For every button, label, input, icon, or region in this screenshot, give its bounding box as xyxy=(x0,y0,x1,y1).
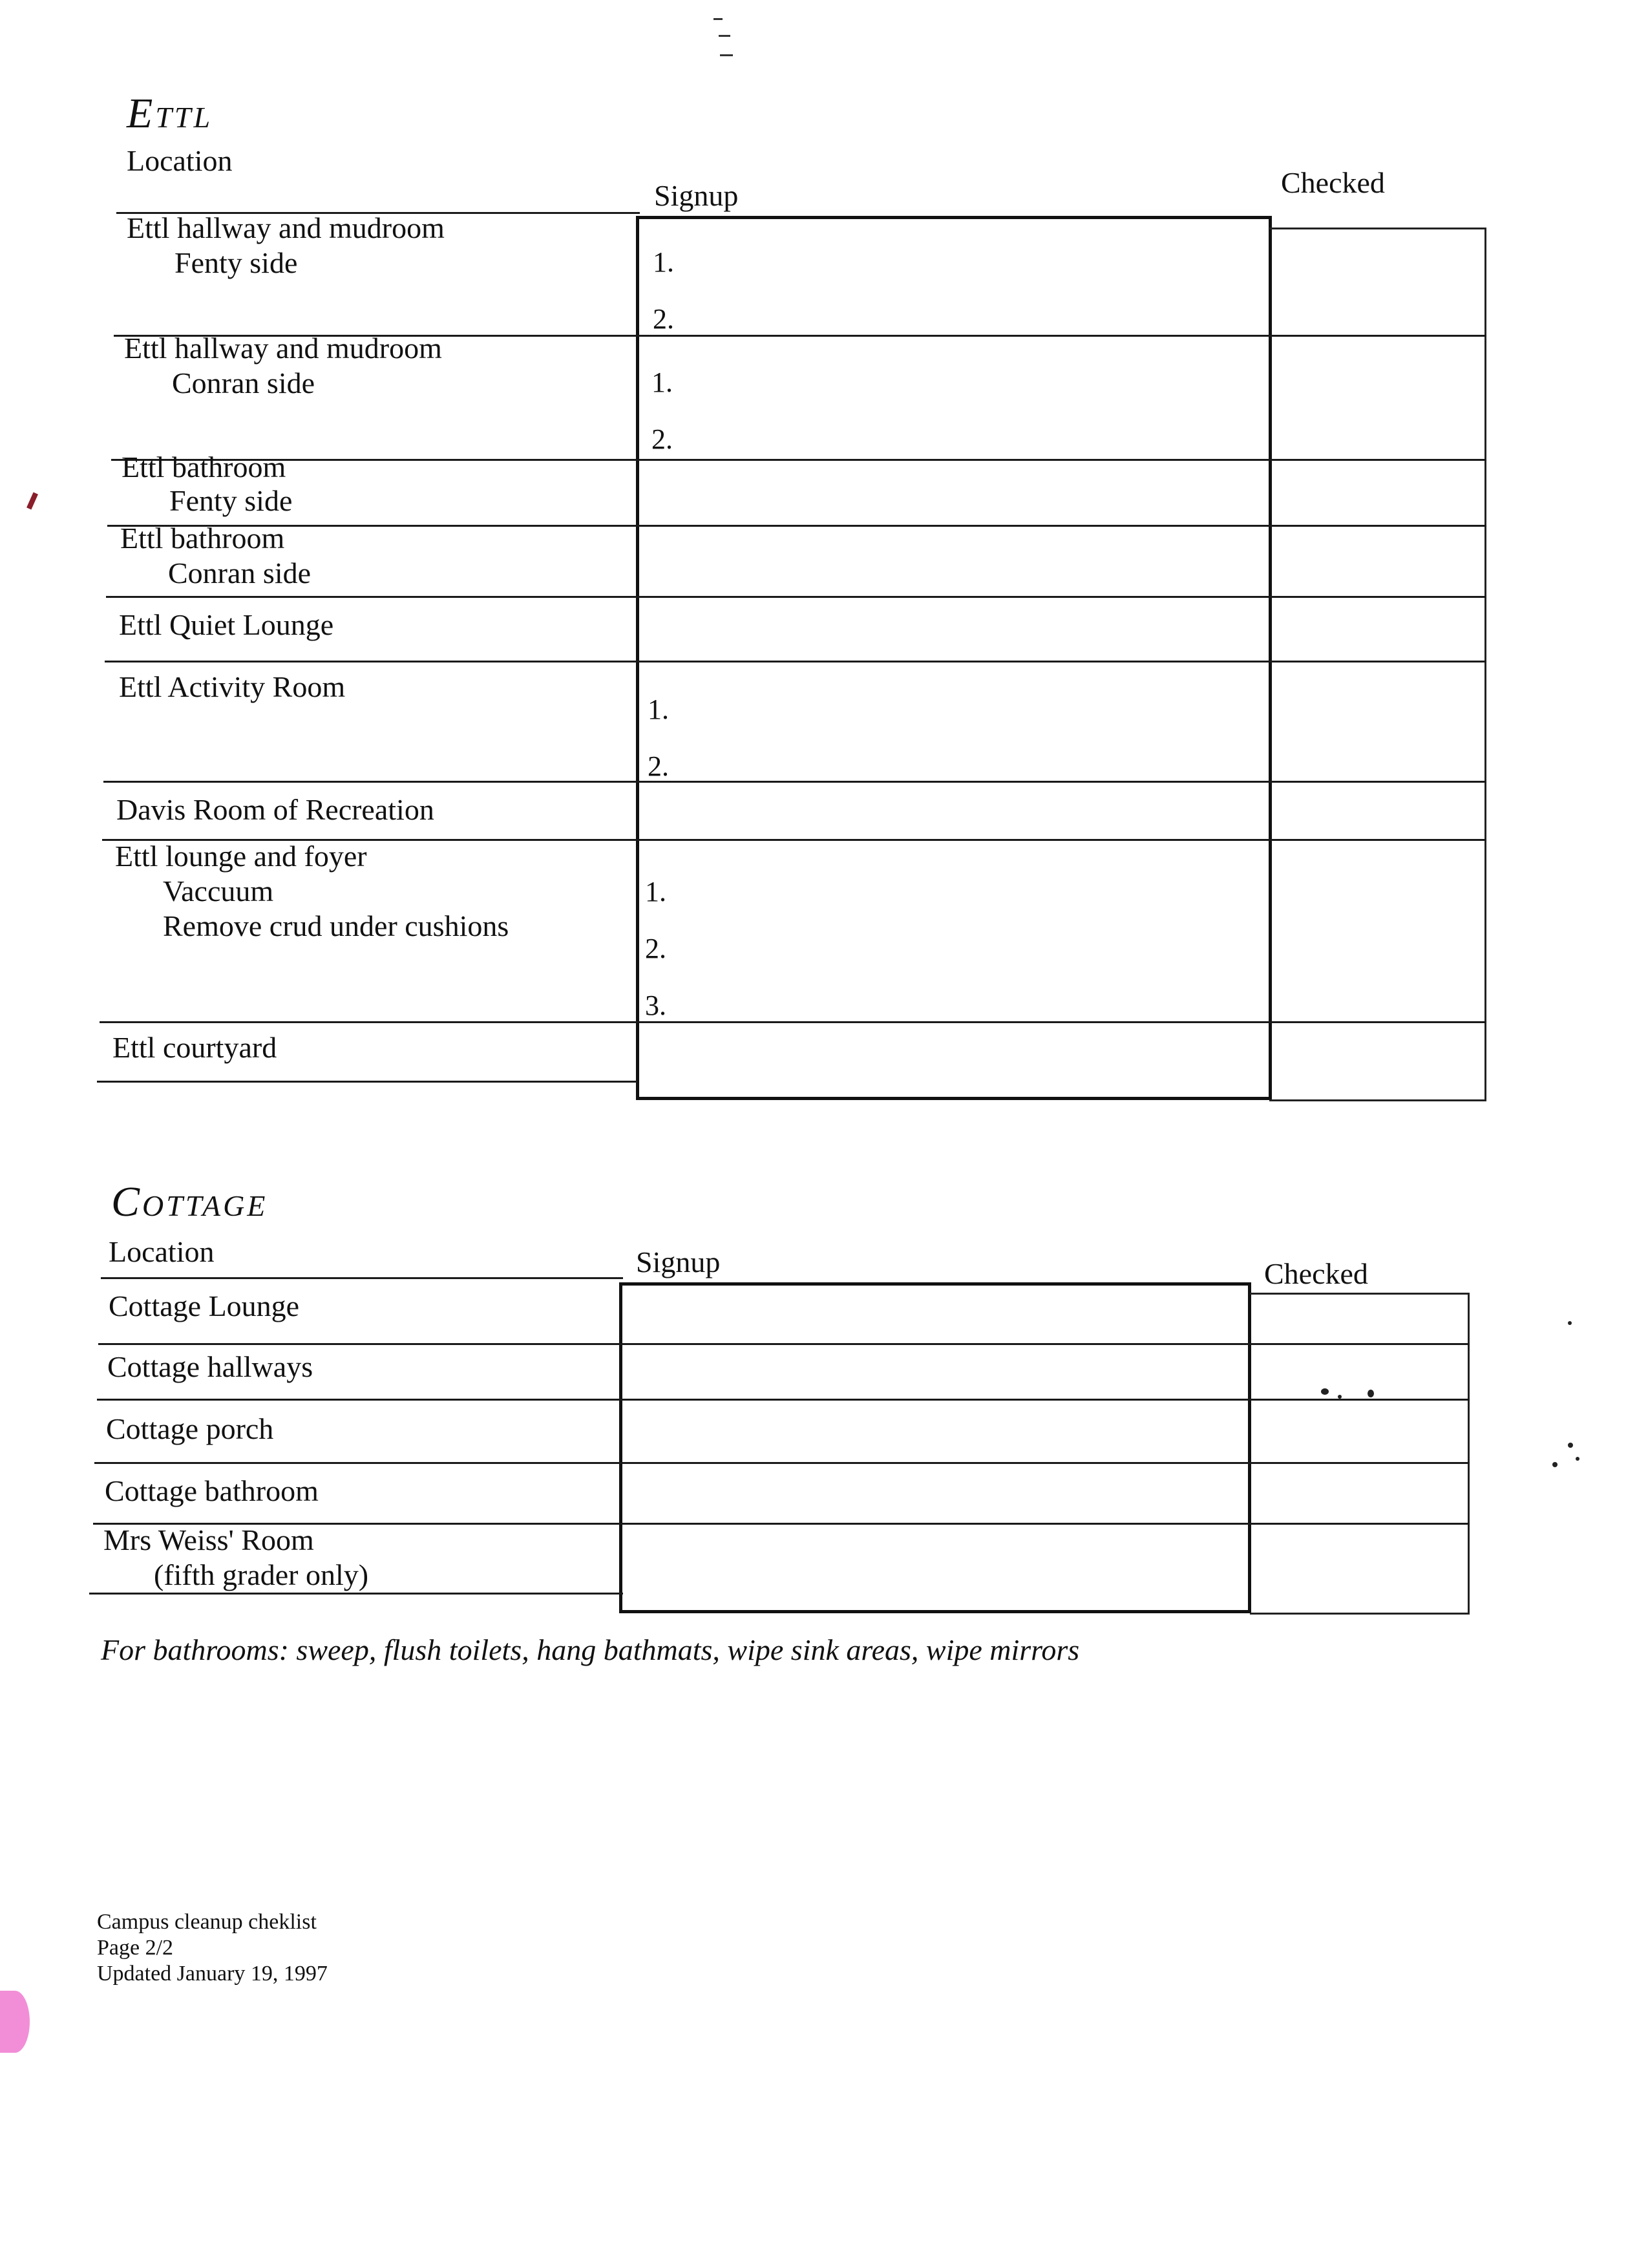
cottage-row-location xyxy=(106,1412,273,1447)
ettl-row-location xyxy=(124,331,442,401)
cottage-section-title: Cottage xyxy=(111,1178,268,1225)
ettl-row-location xyxy=(121,450,292,517)
ettl-row-location xyxy=(112,1030,277,1065)
ettl-row-location xyxy=(119,670,345,705)
footer-document-title: Campus cleanup cheklist xyxy=(97,1910,317,1934)
ettl-row-divider xyxy=(103,781,1486,783)
cottage-row-location xyxy=(105,1474,319,1509)
ettl-checked-header: Checked xyxy=(1281,166,1385,199)
ettl-signup-column[interactable] xyxy=(636,216,1272,1100)
scan-speck xyxy=(1568,1443,1573,1448)
ettl-row-location-subline: Conran side xyxy=(172,366,315,399)
ettl-row-location-line: Ettl bathroom xyxy=(120,522,285,555)
signup-slot-number[interactable]: 2. xyxy=(653,303,674,335)
footer-page-number: Page 2/2 xyxy=(97,1936,174,1960)
ettl-row-location-line: Ettl lounge and foyer xyxy=(115,840,367,873)
cottage-row-divider xyxy=(98,1343,1470,1345)
ettl-row-location-line: Ettl bathroom xyxy=(121,450,286,483)
cottage-header-rule xyxy=(101,1277,623,1279)
ettl-row-location xyxy=(127,211,445,281)
ettl-row-location-line: Ettl Quiet Lounge xyxy=(119,608,334,641)
ettl-row-location-line: Davis Room of Recreation xyxy=(116,793,434,826)
cottage-row-location-line: Cottage Lounge xyxy=(109,1289,300,1322)
scan-speck xyxy=(719,35,730,37)
signup-slot-number[interactable]: 2. xyxy=(651,423,673,455)
ettl-row-location xyxy=(119,608,333,642)
cottage-row-location-line: Cottage bathroom xyxy=(105,1474,319,1507)
ettl-row-location xyxy=(120,521,311,591)
cottage-bottom-rule xyxy=(89,1593,623,1595)
signup-slot-number[interactable]: 1. xyxy=(648,694,669,725)
ettl-row-divider xyxy=(111,459,1486,461)
ettl-row-divider xyxy=(106,596,1486,598)
scan-speck xyxy=(1576,1457,1579,1461)
signup-slot-number[interactable]: 2. xyxy=(648,750,669,782)
ettl-row-location-line: Ettl Activity Room xyxy=(119,670,346,703)
signup-slot-number[interactable]: 2. xyxy=(645,933,666,964)
cottage-row-location xyxy=(103,1523,368,1593)
cottage-checked-column[interactable] xyxy=(1250,1293,1470,1615)
ettl-row-divider xyxy=(107,525,1486,527)
bathroom-instructions-note: For bathrooms: sweep, flush toilets, hang bathmats, wipe sink areas, wipe mirrors xyxy=(101,1633,1080,1666)
ettl-row-location-line: Ettl hallway and mudroom xyxy=(124,332,442,365)
ettl-row-location-subline: Remove crud under cushions xyxy=(163,909,509,942)
cottage-location-header: Location xyxy=(109,1235,215,1268)
cottage-row-location xyxy=(107,1350,313,1384)
pink-highlighter-mark xyxy=(0,1991,30,2053)
cottage-signup-column[interactable] xyxy=(619,1282,1251,1613)
ettl-row-location-subline: Vaccuum xyxy=(163,874,274,907)
cottage-row-location xyxy=(109,1289,299,1324)
ettl-row-location-subline: Conran side xyxy=(168,556,312,589)
ettl-row-location-line: Ettl hallway and mudroom xyxy=(127,211,445,244)
page-footer xyxy=(97,1909,328,1987)
cottage-row-location-subline: (fifth grader only) xyxy=(154,1558,369,1591)
cottage-row-location-line: Cottage hallways xyxy=(107,1350,313,1383)
ink-mark xyxy=(26,492,38,509)
ettl-checked-column[interactable] xyxy=(1269,228,1486,1101)
cottage-row-divider xyxy=(94,1462,1470,1464)
ettl-bottom-rule xyxy=(97,1081,637,1083)
scan-speck xyxy=(1568,1321,1572,1325)
ettl-row-location xyxy=(115,839,509,944)
footer-updated-date: Updated January 19, 1997 xyxy=(97,1962,328,1986)
scan-speck xyxy=(1368,1390,1374,1397)
ettl-signup-header: Signup xyxy=(654,179,739,212)
ettl-row-location-subline: Fenty side xyxy=(174,246,298,279)
signup-slot-number[interactable]: 1. xyxy=(645,876,666,907)
signup-slot-number[interactable]: 1. xyxy=(651,366,673,398)
signup-slot-number[interactable]: 1. xyxy=(653,246,674,278)
ettl-section-title: Ettl xyxy=(127,90,213,137)
scan-speck xyxy=(1552,1462,1558,1467)
cottage-checked-header: Checked xyxy=(1264,1257,1368,1290)
signup-slot-number[interactable]: 3. xyxy=(645,990,666,1021)
cottage-row-location-line: Mrs Weiss' Room xyxy=(103,1523,314,1556)
scan-speck xyxy=(1338,1395,1342,1399)
cottage-row-divider xyxy=(97,1399,1470,1401)
scan-speck xyxy=(1321,1388,1329,1395)
cottage-signup-header: Signup xyxy=(636,1245,721,1278)
ettl-row-divider xyxy=(100,1021,1486,1023)
ettl-row-location-subline: Fenty side xyxy=(169,484,293,517)
ettl-row-divider xyxy=(105,661,1486,662)
ettl-row-location-line: Ettl courtyard xyxy=(112,1031,277,1064)
scan-speck xyxy=(720,54,733,56)
ettl-location-header: Location xyxy=(127,144,233,177)
scan-speck xyxy=(713,18,723,20)
ettl-row-location xyxy=(116,792,434,827)
cottage-row-location-line: Cottage porch xyxy=(106,1412,274,1445)
